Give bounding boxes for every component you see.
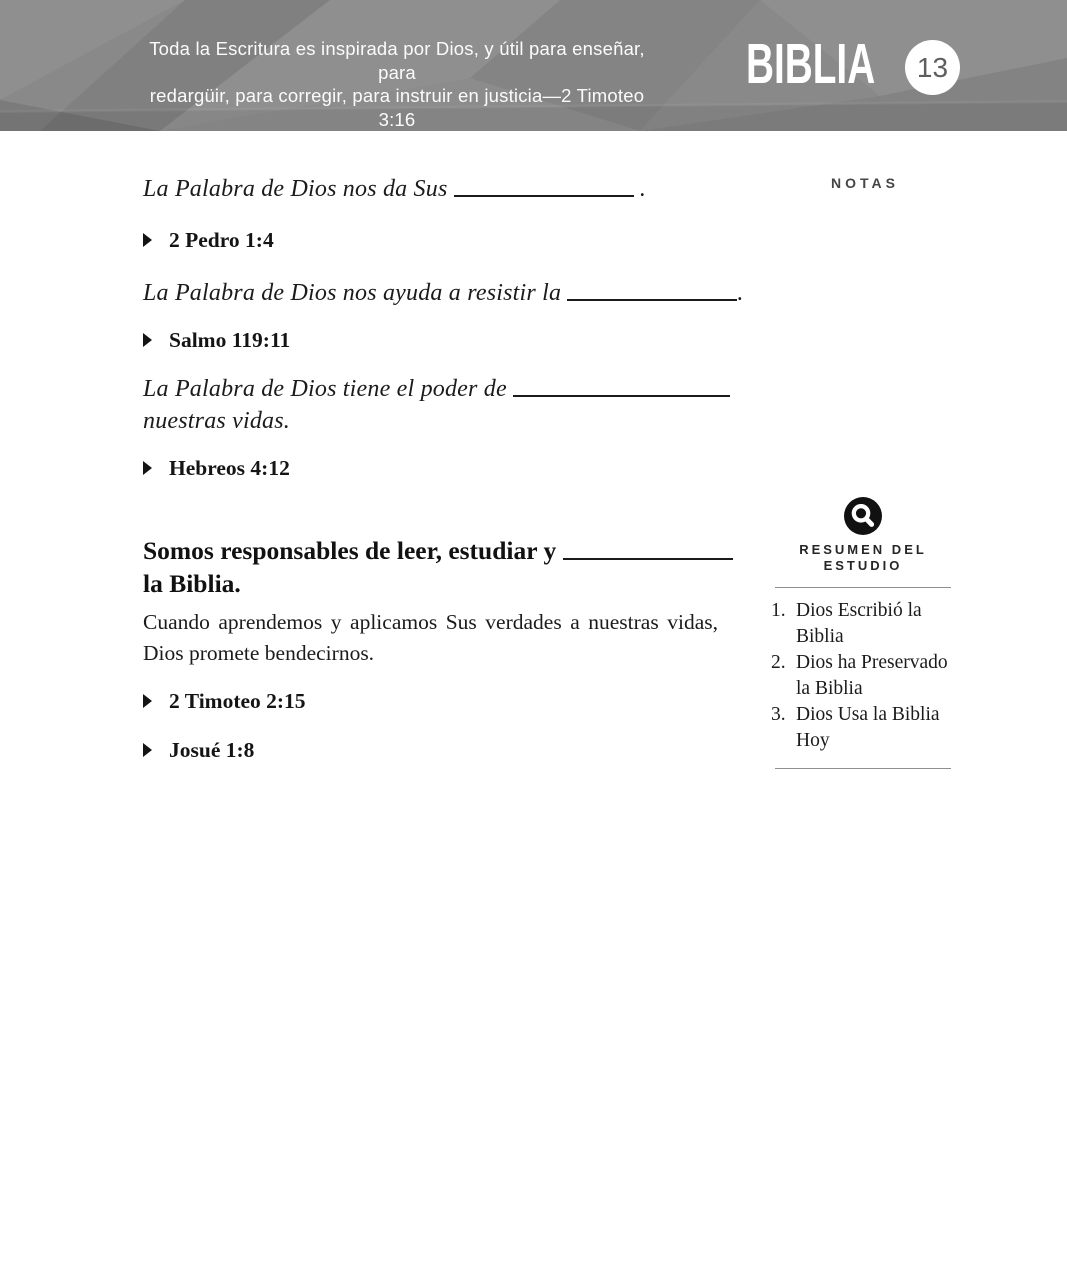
page-header	[0, 0, 1067, 131]
notes-heading: NOTAS	[831, 175, 899, 191]
fill-in-statement-2	[143, 277, 744, 309]
quote-line-2: redargüir, para corregir, para instruir en justicia—2 Timoteo 3:16	[149, 85, 645, 130]
triangle-bullet-icon	[143, 694, 152, 708]
item-text: Dios Usa la Biblia Hoy	[796, 704, 940, 751]
fill-in-statement-1	[143, 173, 718, 205]
triangle-bullet-icon	[143, 743, 152, 757]
statement-text: La Palabra de Dios nos ayuda a resistir la	[143, 280, 568, 306]
item-text: Dios Escribió la Biblia	[796, 600, 922, 647]
scripture-reference-row	[143, 688, 718, 714]
statement-tail: .	[737, 280, 744, 306]
magnifier-glyph	[844, 497, 882, 535]
fill-in-blank[interactable]	[563, 558, 733, 560]
item-text: Dios ha Preservado la Biblia	[796, 652, 948, 699]
scripture-reference: 2 Timoteo 2:15	[169, 689, 306, 713]
page-number: 13	[916, 51, 949, 83]
promise-paragraph: Cuando aprendemos y aplicamos Sus verdades a nuestras vidas, Dios promete bendecirnos.	[143, 610, 718, 665]
fill-in-blank[interactable]	[567, 299, 737, 301]
scripture-reference: Salmo 119:11	[169, 328, 291, 352]
statement-text: La Palabra de Dios tiene el poder de	[143, 376, 514, 402]
fill-in-statement-3	[143, 373, 718, 437]
triangle-bullet-icon	[143, 233, 152, 247]
main-content	[143, 131, 744, 763]
triangle-bullet-icon	[143, 461, 152, 475]
statement-tail: .	[633, 176, 647, 202]
summary-list	[771, 598, 955, 754]
summary-title-line-2: ESTUDIO	[823, 558, 903, 573]
summary-list-item	[771, 650, 955, 702]
magnifier-icon	[844, 497, 882, 535]
lesson-title: BIBLIA	[746, 32, 876, 96]
heading-tail: la Biblia.	[143, 568, 241, 598]
scripture-reference-row	[143, 227, 718, 253]
fill-in-blank[interactable]	[513, 395, 730, 397]
summary-title	[771, 542, 955, 574]
scripture-reference: Hebreos 4:12	[169, 456, 290, 480]
quote-line-1: Toda la Escritura es inspirada por Dios, y útil para enseñar, para	[149, 38, 645, 83]
fill-in-blank[interactable]	[454, 195, 634, 197]
statement-tail: nuestras vidas.	[143, 408, 290, 434]
summary-list-item	[771, 598, 955, 650]
responsibility-heading	[143, 535, 718, 600]
item-number: 3.	[771, 704, 786, 725]
summary-list-item	[771, 702, 955, 754]
summary-title-line-1: RESUMEN DEL	[799, 542, 927, 557]
item-number: 1.	[771, 600, 786, 621]
item-number: 2.	[771, 652, 786, 673]
scripture-reference-row	[143, 737, 718, 763]
statement-text: La Palabra de Dios nos da Sus	[143, 176, 454, 202]
scripture-reference: Josué 1:8	[169, 738, 255, 762]
header-scripture-quote	[130, 37, 664, 131]
scripture-reference: 2 Pedro 1:4	[169, 228, 274, 252]
scripture-reference-row	[143, 327, 718, 353]
page-number-badge	[905, 40, 960, 95]
scripture-reference-row	[143, 455, 718, 481]
triangle-bullet-icon	[143, 333, 152, 347]
summary-bottom-divider	[775, 768, 951, 769]
heading-text: Somos responsables de leer, estudiar y	[143, 536, 563, 565]
summary-top-divider	[775, 587, 951, 588]
study-summary-panel	[771, 497, 955, 769]
